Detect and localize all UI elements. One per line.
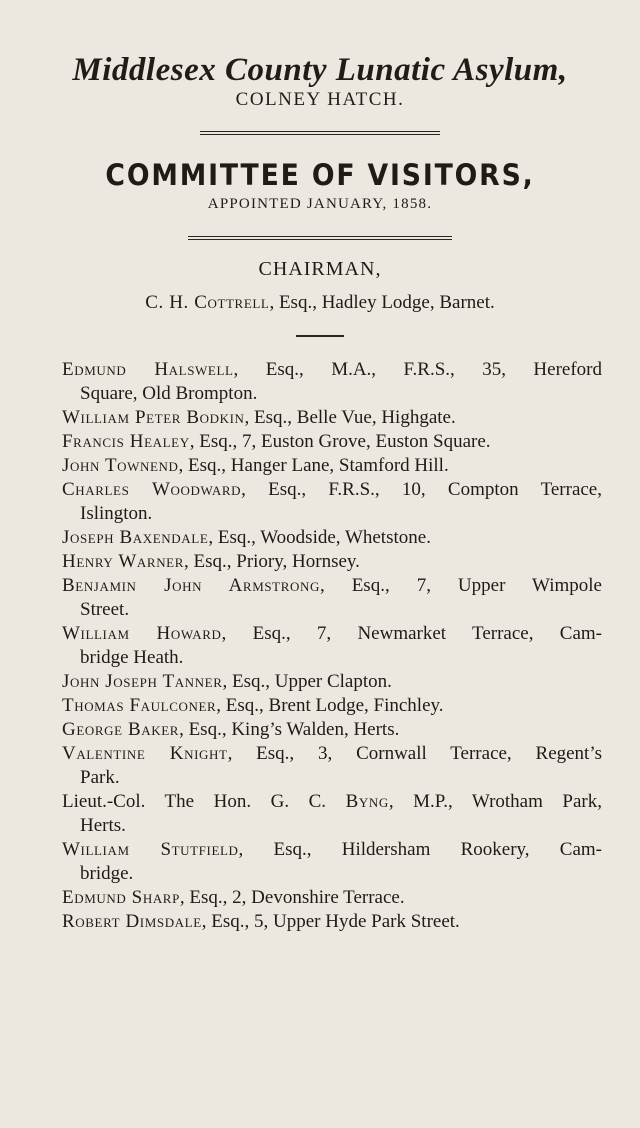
member-entry: Edmund Halswell, Esq., M.A., F.R.S., 35, Hereford [62,359,602,380]
asylum-location: COLNEY HATCH. [235,89,405,110]
member-entry: John Townend, Esq., Hanger Lane, Stamford Hill. [62,455,449,476]
appointed-date: APPOINTED JANUARY, 1858. [207,196,433,212]
asylum-title: Middlesex County Lunatic Asylum, [72,52,568,88]
member-entry: Thomas Faulconer, Esq., Brent Lodge, Finchley. [62,695,444,716]
member-entry-continued: bridge. [80,863,134,884]
member-entry-continued: Islington. [80,503,153,524]
short-rule [296,335,344,337]
member-entry: Joseph Baxendale, Esq., Woodside, Whetstone. [62,527,431,548]
member-entry: Charles Woodward, Esq., F.R.S., 10, Compton Terrace, [62,479,602,500]
member-entry-continued: Square, Old Brompton. [80,383,258,404]
member-entry: Edmund Sharp, Esq., 2, Devonshire Terrace. [62,887,405,908]
member-entry: Valentine Knight, Esq., 3, Cornwall Terrace, Regent’s [62,743,603,764]
member-entry: Lieut.-Col. The Hon. G. C. Byng, M.P., Wrotham Park, [62,791,602,812]
divider-rule [200,131,440,132]
member-entry-continued: Herts. [80,815,126,836]
chairman-entry [0,292,640,314]
chairman-heading: CHAIRMAN, [258,258,382,280]
committee-heading: COMMITTEE OF VISITORS, [105,158,535,192]
chairman-name: C. H. Cottrell [145,292,270,313]
divider-rule [188,239,452,240]
member-entry-continued: bridge Heath. [80,647,184,668]
member-entry: William Stutfield, Esq., Hildersham Rookery, Cam- [62,839,602,860]
member-entry: Benjamin John Armstrong, Esq., 7, Upper Wimpole [62,575,602,596]
member-entry: William Peter Bodkin, Esq., Belle Vue, Highgate. [62,407,456,428]
divider-rule [200,134,440,135]
member-entry: William Howard, Esq., 7, Newmarket Terrace, Cam- [62,623,602,644]
member-entry: Francis Healey, Esq., 7, Euston Grove, Euston Square. [62,431,491,452]
member-entry: John Joseph Tanner, Esq., Upper Clapton. [62,671,392,692]
member-entry: George Baker, Esq., King’s Walden, Herts. [62,719,400,740]
divider-rule [188,236,452,237]
member-entry: Robert Dimsdale, Esq., 5, Upper Hyde Park Street. [62,911,460,932]
member-entry-continued: Street. [80,599,130,620]
member-entry: Henry Warner, Esq., Priory, Hornsey. [62,551,360,572]
member-entry-continued: Park. [80,767,120,788]
chairman-details: , Esq., Hadley Lodge, Barnet. [269,292,495,313]
